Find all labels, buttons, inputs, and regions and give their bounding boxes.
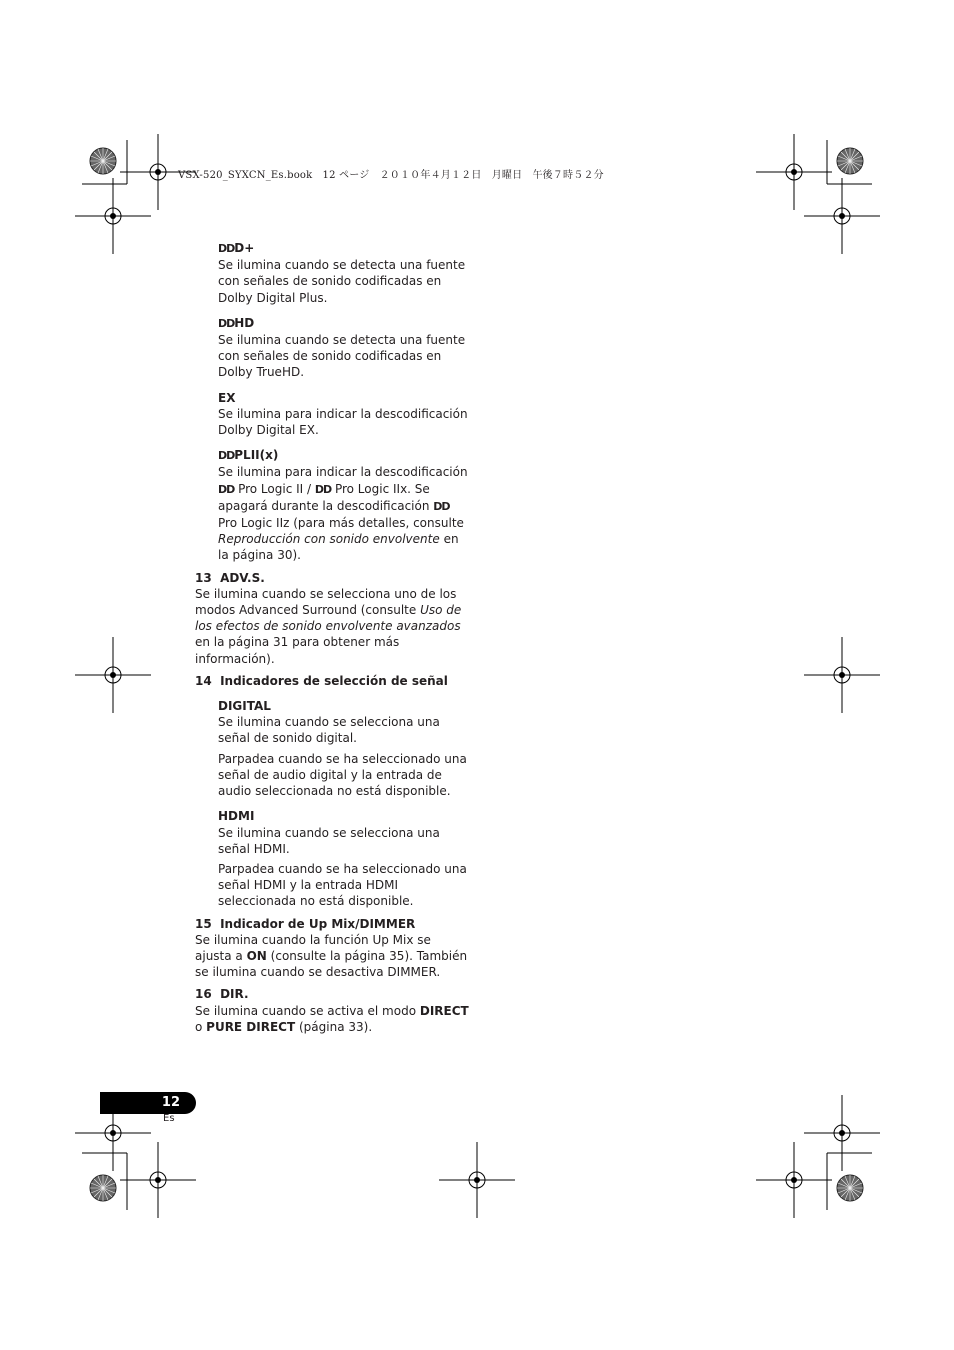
- double-d-icon: DD: [218, 449, 235, 463]
- indicator-title: DDD+: [218, 241, 255, 255]
- indicator-description: Parpadea cuando se ha seleccionado una señal de audio digital y la entrada de audio seleccionada no está disponible.: [218, 751, 467, 799]
- print-header: VSX-520_SYXCN_Es.book 12 ページ ２０１０年４月１２日 月曜日 午後７時５２分: [178, 170, 604, 181]
- indicator-description: Se ilumina cuando se selecciona una señal HDMI.: [218, 825, 440, 856]
- starburst-mark-top-left: [90, 148, 116, 174]
- indicator-title: EX: [218, 390, 236, 405]
- double-d-icon: DD: [218, 482, 235, 496]
- item-description: Se ilumina cuando la función Up Mix se ajusta a ON (consulte la página 35). También se ilumina cuando se desactiva DIMMER.: [195, 932, 468, 980]
- starburst-mark-bottom-left: [90, 1175, 116, 1201]
- item-heading: 16 DIR.: [195, 987, 249, 1002]
- indicator-title: DDHD: [218, 315, 255, 330]
- indicator-description: Parpadea cuando se ha seleccionado una señal HDMI y la entrada HDMI seleccionada no está disponible.: [218, 861, 467, 909]
- page-number-tab: [100, 1092, 196, 1114]
- item-13: [195, 570, 471, 667]
- section-dd-hd: [218, 315, 471, 381]
- starburst-mark-top-right: [837, 148, 863, 174]
- double-d-icon: DD: [218, 242, 235, 255]
- indicator-description: Se ilumina para indicar la descodificación Dolby Digital EX.: [218, 406, 468, 438]
- item-description: Se ilumina cuando se activa el modo DIRECT o PURE DIRECT (página 33).: [195, 1003, 469, 1034]
- cross-reference: Uso de los efectos de sonido envolvente avanzados: [195, 603, 462, 634]
- item-heading: 15 Indicador de Up Mix/DIMMER: [195, 916, 416, 931]
- section-dd-plus: [218, 240, 471, 306]
- double-d-icon: DD: [433, 499, 450, 513]
- item-15: [195, 916, 471, 981]
- starburst-mark-bottom-right: [837, 1175, 863, 1201]
- section-plii: [218, 447, 471, 563]
- indicator-description: Se ilumina cuando se selecciona una señal de sonido digital.: [218, 715, 440, 746]
- section-ex: [218, 390, 471, 439]
- double-d-icon: DD: [218, 316, 235, 330]
- indicator-title: DDPLII(x): [218, 448, 279, 463]
- indicator-title: DIGITAL: [218, 699, 271, 714]
- section-hdmi: [218, 808, 471, 909]
- page-number: 12: [161, 1095, 180, 1110]
- page-language: Es: [163, 1113, 175, 1124]
- section-digital: [218, 698, 471, 799]
- indicator-description: Se ilumina cuando se detecta una fuente con señales de sonido codificadas en Dolby TrueHD.: [218, 333, 466, 380]
- item-heading: 14 Indicadores de selección de señal: [195, 673, 448, 688]
- indicator-description: Se ilumina para indicar la descodificación DD Pro Logic II / DD Pro Logic IIx. Se apagará durante la descodificación DD Pro Logic IIz (para más detalles, consulte Reproducción con sonido envolvente en la página 30).: [218, 465, 468, 563]
- double-d-icon: DD: [314, 482, 332, 496]
- item-description: Se ilumina cuando se selecciona uno de los modos Advanced Surround (consulte Uso de los efectos de sonido envolvente avanzados en la página 31 para obtener más información).: [195, 586, 462, 666]
- item-heading: 13 ADV.S.: [195, 570, 265, 585]
- cross-reference: Reproducción con sonido envolvente: [218, 532, 440, 547]
- indicator-description: Se ilumina cuando se detecta una fuente con señales de sonido codificadas en Dolby Digital Plus.: [218, 258, 466, 305]
- item-14: [195, 673, 471, 910]
- manual-content: [195, 240, 471, 1035]
- indicator-title: HDMI: [218, 809, 255, 824]
- item-16: [195, 986, 471, 1035]
